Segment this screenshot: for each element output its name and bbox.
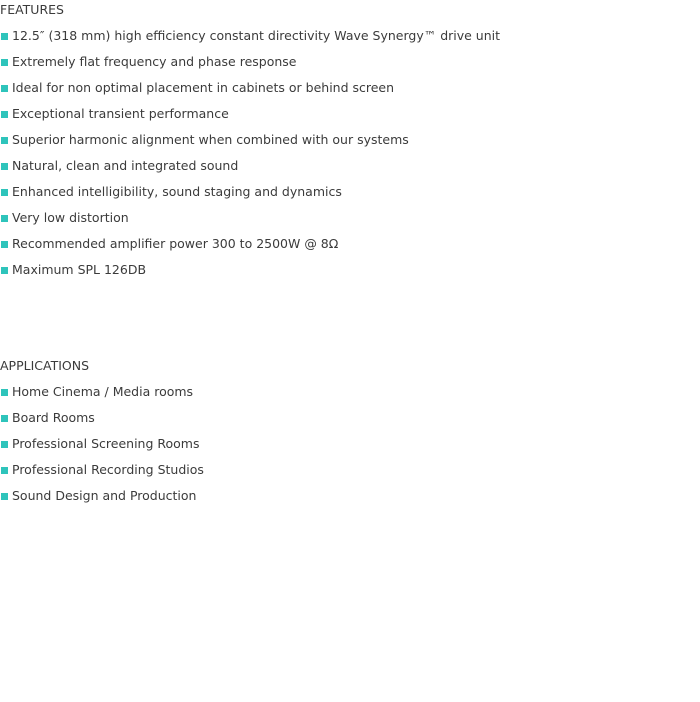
square-bullet-icon <box>1 241 8 248</box>
feature-item-text: Maximum SPL 126DB <box>12 262 147 277</box>
feature-item <box>0 26 500 52</box>
square-bullet-icon <box>1 111 8 118</box>
features-list <box>0 26 500 286</box>
square-bullet-icon <box>1 215 8 222</box>
square-bullet-icon <box>1 389 8 396</box>
square-bullet-icon <box>1 85 8 92</box>
application-item <box>0 460 204 486</box>
feature-item-text: Enhanced intelligibility, sound staging and dynamics <box>12 184 342 199</box>
applications-list <box>0 382 204 512</box>
feature-item-text: Exceptional transient performance <box>12 106 229 121</box>
square-bullet-icon <box>1 163 8 170</box>
square-bullet-icon <box>1 137 8 144</box>
square-bullet-icon <box>1 267 8 274</box>
square-bullet-icon <box>1 493 8 500</box>
feature-item-text: Extremely flat frequency and phase response <box>12 54 297 69</box>
feature-item <box>0 208 500 234</box>
feature-item <box>0 104 500 130</box>
application-item <box>0 408 204 434</box>
application-item-text: Professional Screening Rooms <box>12 436 200 451</box>
feature-item-text: Superior harmonic alignment when combined with our systems <box>12 132 409 147</box>
feature-item <box>0 156 500 182</box>
features-section <box>0 0 500 286</box>
application-item-text: Sound Design and Production <box>12 488 197 503</box>
square-bullet-icon <box>1 415 8 422</box>
feature-item-text: Very low distortion <box>12 210 129 225</box>
feature-item <box>0 130 500 156</box>
features-heading: FEATURES <box>0 2 64 17</box>
feature-item-text: 12.5″ (318 mm) high efficiency constant directivity Wave Synergy™ drive unit <box>12 28 501 43</box>
applications-section <box>0 356 204 512</box>
feature-item <box>0 234 500 260</box>
application-item <box>0 382 204 408</box>
square-bullet-icon <box>1 189 8 196</box>
application-item <box>0 434 204 460</box>
feature-item <box>0 182 500 208</box>
applications-heading: APPLICATIONS <box>0 358 90 373</box>
feature-item-text: Recommended amplifier power 300 to 2500W @ 8Ω <box>12 236 339 251</box>
square-bullet-icon <box>1 441 8 448</box>
application-item <box>0 486 204 512</box>
application-item-text: Board Rooms <box>12 410 95 425</box>
application-item-text: Home Cinema / Media rooms <box>12 384 194 399</box>
application-item-text: Professional Recording Studios <box>12 462 204 477</box>
square-bullet-icon <box>1 59 8 66</box>
feature-item <box>0 260 500 286</box>
feature-item-text: Natural, clean and integrated sound <box>12 158 239 173</box>
square-bullet-icon <box>1 467 8 474</box>
feature-item <box>0 52 500 78</box>
feature-item <box>0 78 500 104</box>
square-bullet-icon <box>1 33 8 40</box>
feature-item-text: Ideal for non optimal placement in cabinets or behind screen <box>12 80 395 95</box>
